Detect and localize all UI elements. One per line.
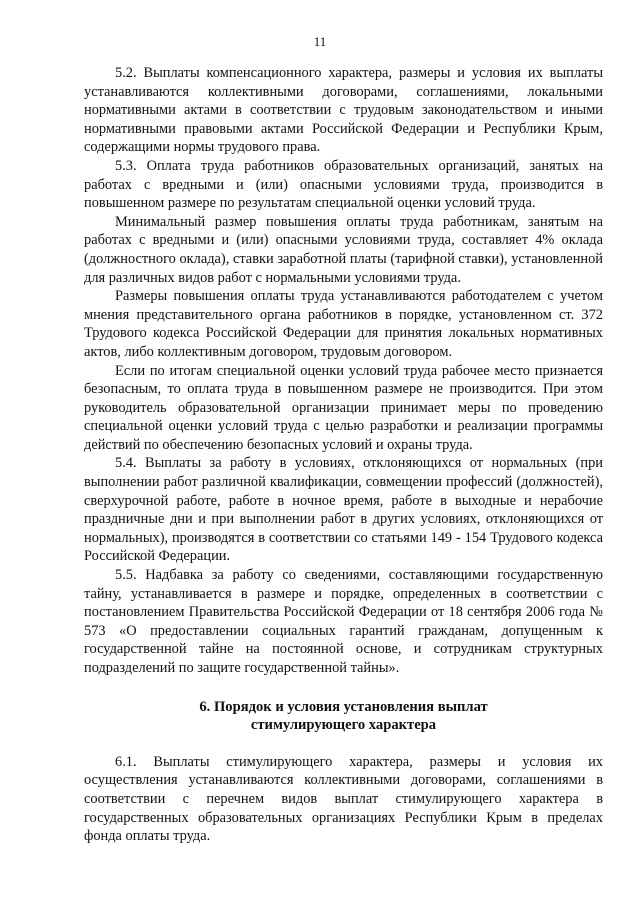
document-body: [84, 64, 603, 846]
paragraph-6-1: 6.1. Выплаты стимулирующего характера, размеры и условия их осуществления устанавливаются коллективными договорами, соглашениями в соответствии с перечнем видов выплат стимулирующего характера в государственных образовательных организациях Республики Крым в пределах фонда оплаты труда.: [84, 753, 603, 845]
paragraph-safe-workplace: Если по итогам специальной оценки условий труда рабочее место признается безопасным, то оплата труда в повышенном размере не производится. При этом руководитель образовательной организации принимает меры по проведению специальной оценки условий труда с целью разработки и реализации программы действий по обеспечению безопасных условий и охраны труда.: [84, 362, 603, 453]
paragraph-increase-amounts: Размеры повышения оплаты труда устанавливаются работодателем с учетом мнения представительного органа работников в порядке, установленном ст. 372 Трудового кодекса Российской Федерации для принятия локальных нормативных актов, либо коллективным договором, трудовым договором.: [84, 288, 603, 360]
section-heading: [84, 698, 603, 735]
section-heading-line-1: 6. Порядок и условия установления выплат: [199, 698, 488, 715]
section-heading-line-2: стимулирующего характера: [250, 717, 437, 734]
page-number: 11: [313, 34, 327, 49]
paragraph-5-3: 5.3. Оплата труда работников образовательных организаций, занятых на работах с вредными и (или) опасными условиями труда, производится в повышенном размере по результатам специальной оценки условий труда.: [84, 157, 603, 212]
paragraph-5-4: 5.4. Выплаты за работу в условиях, отклоняющихся от нормальных (при выполнении работ различной квалификации, совмещении профессий (должностей), сверхурочной работе, работе в ночное время, работе в выходные и нерабочие праздничные дни и при выполнении работ в других условиях, отклоняющихся от нормальных), производятся в соответствии со статьями 149 - 154 Трудового кодекса Российской Федерации.: [84, 455, 603, 565]
paragraph-minimum-increase: Минимальный размер повышения оплаты труда работникам, занятым на работах с вредными и (или) опасными условиями труда, составляет 4% оклада (должностного оклада), ставки заработной платы (тарифной ставки), установленной для различных видов работ с нормальными условиями труда.: [84, 213, 603, 286]
paragraph-5-5: 5.5. Надбавка за работу со сведениями, составляющими государственную тайну, устанавливается в размере и порядке, определенных в соответствии с постановлением Правительства Российской Федерации от 18 сентября 2006 года № 573 «О предоставлении социальных гарантий гражданам, допущенным к государственной тайне на постоянной основе, и сотрудникам структурных подразделений по защите государственной тайны».: [84, 567, 603, 676]
paragraph-5-2: 5.2. Выплаты компенсационного характера, размеры и условия их выплаты устанавливаются коллективными договорами, соглашениями, локальными нормативными актами в соответствии с трудовым законодательством и иными нормативными правовыми актами Российской Федерации и Республики Крым, содержащими нормы трудового права.: [84, 65, 603, 156]
